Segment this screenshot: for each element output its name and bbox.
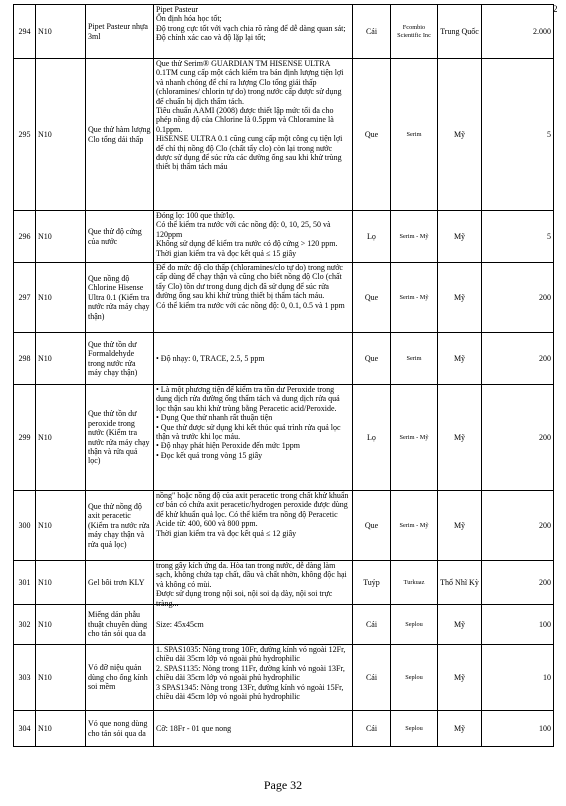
description-line: Không sử dụng để kiểm tra nước có độ cứng > 120 ppm. [156,239,338,249]
product-name-cell: Que thử nồng độ axit peracetic (Kiểm tra nước rửa máy chạy thận và rửa quả lọc) [86,491,154,561]
manufacturer-cell: Seplou [391,711,438,747]
row-number-cell: 294 [14,5,36,59]
description-line: Để đo mức độ clo thấp (chloramines/clo tự do) trong nước cấp dùng để chạy thận và cũng cho biết nồng độ Clo (chất tẩy Clo) tồn dư trong dung dịch đã sử dụng để súc rửa đường ống sau khi khử trùng thiết bị thẩm tách máu. [156,263,343,301]
description-line: Đóng lọ: 100 que thử/lọ. [156,211,235,220]
group-code-cell: N10 [36,5,86,59]
description-cell [154,491,353,561]
origin-cell: Mỹ [438,605,482,645]
page-corner-mark: 2 [553,4,558,14]
table-row [14,711,554,747]
description-line: Que thử Serim® GUARDIAN TM HISENSE ULTRA 0.1TM cung cấp một cách kiểm tra bán định lượng tiện lợi và nhanh chóng để chỉ ra lượng Clo tổng giải thấp (chloramines/ chlorin tự do) trong nước cấp được sử dụng để chuẩn bị dịch thẩm tách. [156,59,344,106]
description-line: • Độ nhạy: 0, TRACE, 2.5, 5 ppm [156,353,265,363]
unit-cell: Cái [353,605,391,645]
description-cell [154,711,353,747]
row-number-cell: 304 [14,711,36,747]
quantity-cell: 10 [482,645,554,711]
description-cell [154,385,353,491]
origin-cell: Mỹ [438,385,482,491]
table-row [14,333,554,385]
group-code-cell: N10 [36,385,86,491]
unit-cell: Que [353,491,391,561]
description-cell [154,263,353,333]
quantity-cell: 100 [482,605,554,645]
product-name-cell: Que thử tồn dư Formaldehyde trong nước rửa máy chạy thận) [86,333,154,385]
product-name-cell: Vỏ đỡ niệu quản dùng cho ống kính soi mềm [86,645,154,711]
table-row [14,59,554,211]
group-code-cell: N10 [36,211,86,263]
row-number-cell: 300 [14,491,36,561]
group-code-cell: N10 [36,59,86,211]
description-cell [154,5,353,59]
origin-cell: Thổ Nhĩ Kỳ [438,561,482,605]
quantity-cell: 5 [482,59,554,211]
description-line: 3 SPAS1345: Nòng trong 13Fr, đường kính vỏ ngoài 15Fr, chiều dài 45cm lớp vỏ ngoài phủ hydrophilic [156,682,344,702]
group-code-cell: N10 [36,333,86,385]
row-number-cell: 303 [14,645,36,711]
description-line: Pipet Pasteur [156,5,198,14]
origin-cell: Mỹ [438,491,482,561]
description-line: Thời gian kiểm tra và đọc kết quả ≤ 15 giây [156,248,297,258]
quantity-cell: 5 [482,211,554,263]
group-code-cell: N10 [36,491,86,561]
product-name-cell: Que nồng độ Chlorine Hisense Ultra 0.1 (Kiểm tra nước rửa máy chạy thận) [86,263,154,333]
manufacturer-cell: Serim - Mỹ [391,211,438,263]
description-line: Size: 45x45cm [156,619,204,629]
origin-cell: Mỹ [438,211,482,263]
description-cell [154,59,353,211]
description-line: Tiêu chuẩn AAMI (2008) được thiết lập mức tối đa cho phép nồng độ của Chlorine là 0.5ppm và Chloramine là 0.1ppm. [156,106,334,134]
table-row [14,5,554,59]
description-line: Được sử dụng trong nội soi, nội soi dạ dày, nội soi trực tràng... [156,589,333,608]
description-cell [154,333,353,385]
description-line: • Độ nhạy phát hiện Peroxide đến mức 1ppm [156,441,300,451]
row-number-cell: 297 [14,263,36,333]
row-number-cell: 295 [14,59,36,211]
description-line: Độ trong cực tốt với vạch chia rõ ràng để dễ dàng quan sát; [156,23,346,33]
product-table [13,4,554,747]
manufacturer-cell: Serim [391,333,438,385]
origin-cell: Mỹ [438,333,482,385]
description-line: Có thể kiểm tra nước với các nồng độ: 0, 10, 25, 50 và 120ppm [156,220,331,239]
table-row [14,385,554,491]
manufacturer-cell: Turkuaz [391,561,438,605]
description-line: 2. SPAS1135: Nòng trong 11Fr, đường kính vỏ ngoài 13Fr, chiều dài 35cm lớp vỏ ngoài phủ hydrophilic [156,663,345,683]
quantity-cell: 200 [482,561,554,605]
description-line: • Que thử được sử dụng khi kết thúc quá trình rửa quả lọc thận và trước khi lọc máu. [156,422,341,442]
quantity-cell: 200 [482,385,554,491]
quantity-cell: 200 [482,333,554,385]
description-cell [154,561,353,608]
description-line: nồng" hoặc nồng độ của axit peracetic trong chất khử khuẩn cơ bản có chứa axit peracetic/hydrogen peroxide được dùng để khử khuẩn quả lọc. Có thể kiểm tra nồng độ Peracetic Acide từ: 400, 600 và 800 ppm. [156,491,349,529]
manufacturer-cell: Serim [391,59,438,211]
manufacturer-cell: Serim - Mỹ [391,263,438,333]
table-row [14,645,554,711]
table-row [14,211,554,263]
page-number: Page 32 [263,778,303,792]
group-code-cell: N10 [36,645,86,711]
origin-cell: Trung Quốc [438,5,482,59]
group-code-cell: N10 [36,711,86,747]
origin-cell: Mỹ [438,711,482,747]
group-code-cell: N10 [36,561,86,605]
description-line: • Dụng Que thử nhanh rất thuận tiện [156,413,273,423]
table-row [14,605,554,645]
description-line: 1. SPAS1035: Nòng trong 10Fr, đường kính vỏ ngoài 12Fr, chiều dài 35cm lớp vỏ ngoài phủ hydrophilic [156,645,346,664]
unit-cell: Lọ [353,385,391,491]
group-code-cell: N10 [36,263,86,333]
table-row [14,263,554,333]
table-body [14,5,554,747]
row-number-cell: 298 [14,333,36,385]
product-name-cell: Que thử tồn dư peroxide trong nước (Kiểm tra nước rửa máy chạy thận và rửa quả lọc) [86,385,154,491]
product-name-cell: Que thử độ cứng của nước [86,211,154,263]
unit-cell: Cái [353,645,391,711]
description-line: • Là một phương tiện để kiểm tra tồn dư Peroxide trong dung dịch rửa đường ống thẩm tách và dung dịch rửa quả lọc thận sau khi khử trùng bằng Peracetic acid/Peroxide. [156,385,340,413]
table-row [14,561,554,605]
description-cell [154,605,353,645]
unit-cell: Lọ [353,211,391,263]
product-name-cell: Pipet Pasteur nhựa 3ml [86,5,154,59]
group-code-cell: N10 [36,605,86,645]
description-line: • Đọc kết quả trong vòng 15 giây [156,450,263,460]
unit-cell: Cái [353,711,391,747]
unit-cell: Que [353,59,391,211]
product-name-cell: Que thử hàm lượng Clo tổng dải thấp [86,59,154,211]
description-line: HiSENSE ULTRA 0.1 cũng cung cấp một công cụ tiện lợi để chỉ thị nồng độ Clo (chất tẩy clo) còn lại trong nước được sử dụng để súc rửa các đường ống sau khi khử trùng thiết bị thẩm tách máu [156,134,343,172]
quantity-cell: 2.000 [482,5,554,59]
description-line: Ổn định hóa học tốt; [156,14,222,24]
description-cell [154,211,353,263]
unit-cell: Tuýp [353,561,391,605]
unit-cell: Cái [353,5,391,59]
description-line: Thời gian kiểm tra và đọc kết quả ≤ 12 giây [156,528,297,538]
manufacturer-cell: Serim - Mỹ [391,385,438,491]
quantity-cell: 100 [482,711,554,747]
manufacturer-cell: Serim - Mỹ [391,491,438,561]
row-number-cell: 302 [14,605,36,645]
quantity-cell: 200 [482,263,554,333]
row-number-cell: 301 [14,561,36,605]
unit-cell: Que [353,333,391,385]
row-number-cell: 296 [14,211,36,263]
quantity-cell: 200 [482,491,554,561]
description-line: Có thể kiểm tra nước với các nồng độ: 0, 0.1, 0.5 và 1 ppm [156,300,345,310]
product-name-cell: Miếng dán phẫu thuật chuyên dùng cho tán sỏi qua da [86,605,154,645]
row-number-cell: 299 [14,385,36,491]
product-name-cell: Gel bôi trơn KLY [86,561,154,605]
manufacturer-cell: Seplou [391,605,438,645]
description-line: Cỡ: 18Fr - 01 que nong [156,723,232,733]
origin-cell: Mỹ [438,263,482,333]
description-line: Độ chính xác cao và độ lặp lại tốt; [156,33,266,43]
product-name-cell: Vỏ que nong dùng cho tán sỏi qua da [86,711,154,747]
table-row [14,491,554,561]
description-cell [154,645,353,711]
manufacturer-cell: Fcombio Scientific Inc [391,5,438,59]
origin-cell: Mỹ [438,59,482,211]
unit-cell: Que [353,263,391,333]
origin-cell: Mỹ [438,645,482,711]
manufacturer-cell: Seplou [391,645,438,711]
description-line: trong gây kích ứng da. Hòa tan trong nước, dễ dàng làm sạch, không chứa tạp chất, dầu và chất nhờn, không độc hại và không có mùi. [156,561,347,589]
